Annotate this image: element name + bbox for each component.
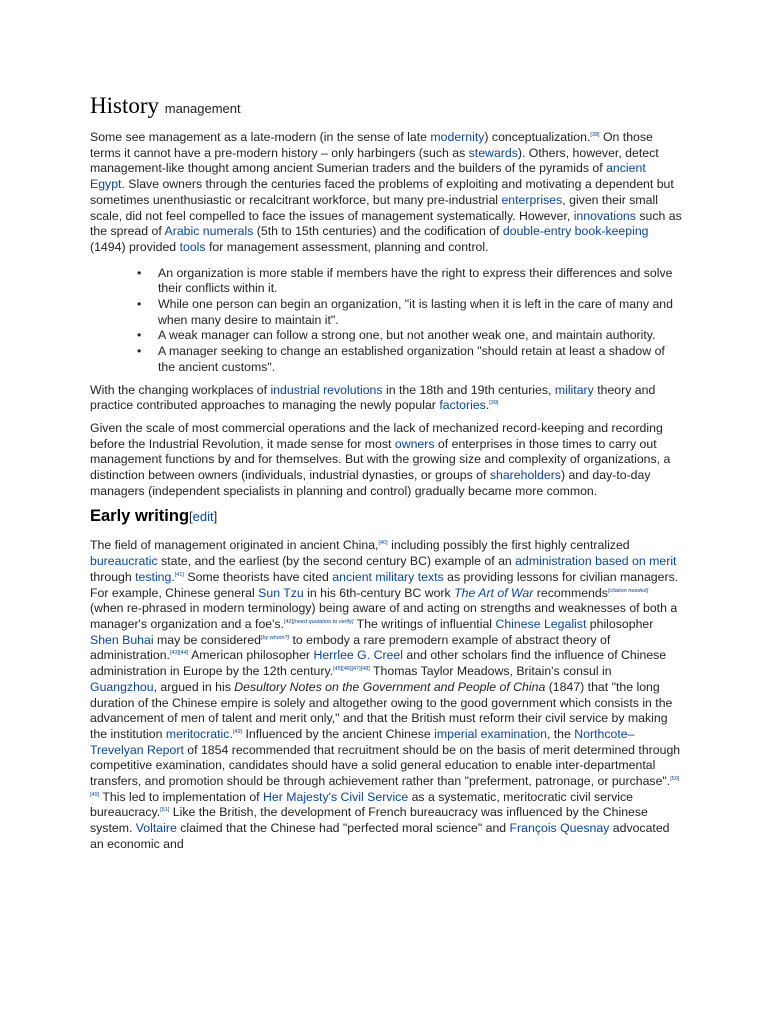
paragraph-owners: Given the scale of most commercial operations and the lack of mechanized record-keeping and recording before the Industrial Revolution, it made sense for most owners of enterprises in those times to carry out management functions by and for themselves. But with the growing size and complexity of organizations, a distinction between owners (individuals, industrial dynasties, or groups of shareholders) and day-to-day managers (independent specialists in planning and control) gradually became more common. [90, 420, 671, 498]
link-guangzhou[interactable]: Guangzhou [90, 679, 154, 694]
link-modernity[interactable]: modernity [430, 130, 485, 144]
paragraph-intro: Some see management as a late-modern (in the sense of late modernity) conceptualization.[38] On those terms it cannot have a pre-modern history – only harbingers (such as stewards). Others, however, detect management-like thought among ancient Sumerian traders and the builders of the pyramids of ancient Egypt. Slave owners through the centuries faced the problems of exploiting and motivating a dependent but sometimes unenthusiastic or recalcitrant workforce, but many pre-industrial enterprises, given their small scale, did not feel compelled to face the issues of management systematically. However, innovations such as the spread of Arabic numerals (5th to 15th centuries) and the codification of double-entry book-keeping (1494) provided tools for management assessment, planning and control. [90, 130, 682, 254]
citation-needed[interactable]: [need quotation to verify] [293, 618, 354, 625]
edit-section: [edit] [189, 509, 218, 525]
link-art-of-war[interactable]: The Art of War [454, 585, 534, 600]
link-bureaucratic[interactable]: bureaucratic [90, 554, 158, 569]
link-enterprises[interactable]: enterprises [501, 192, 563, 207]
citation[interactable]: [38] [590, 132, 600, 138]
link-ancient-egypt[interactable]: ancient Egypt [90, 161, 646, 192]
link-ancient-military-texts[interactable]: ancient military texts [332, 569, 444, 584]
link-industrial-revolutions[interactable]: industrial revolutions [270, 382, 383, 397]
link-sun-tzu[interactable]: Sun Tzu [258, 585, 304, 600]
link-arabic-numerals[interactable]: Arabic numerals [164, 224, 254, 239]
title-text: History [90, 93, 159, 118]
link-chinese-legalist[interactable]: Chinese Legalist [495, 616, 587, 631]
edit-link[interactable]: edit [192, 509, 214, 525]
link-tools[interactable]: tools [179, 239, 206, 254]
link-administration-merit[interactable]: administration based on merit [515, 554, 677, 569]
link-imperial-examination[interactable]: imperial examination [434, 726, 547, 741]
link-military[interactable]: military [554, 382, 594, 397]
principles-list [90, 266, 682, 376]
link-factories[interactable]: factories [439, 398, 486, 413]
link-shareholders[interactable]: shareholders [489, 468, 561, 483]
list-item: • A weak manager can follow a strong one, but not another weak one, and maintain authority. [158, 328, 682, 344]
link-voltaire[interactable]: Voltaire [135, 821, 177, 836]
title-subtitle: management [164, 101, 241, 116]
book-title: Desultory Notes on the Government and People of China [234, 679, 546, 694]
page-title [90, 92, 682, 123]
link-civil-service[interactable]: Her Majesty's Civil Service [263, 789, 409, 804]
citation-needed[interactable]: [citation needed] [607, 587, 649, 594]
citation[interactable]: [49] [232, 728, 243, 735]
citation[interactable]: [44] [179, 650, 189, 657]
citation[interactable]: [51] [160, 807, 170, 814]
list-item: • A manager seeking to change an established organization "should retain at least a shadow of the ancient customs". [158, 344, 682, 375]
citation[interactable]: [40] [378, 540, 388, 547]
link-innovations[interactable]: innovations [573, 208, 636, 223]
paragraph-industrial: With the changing workplaces of industrial revolutions in the 18th and 19th centuries, military theory and practice contributed approaches to managing the newly popular factories.[39] [90, 382, 656, 413]
link-northcote-trevelyan[interactable]: Northcote–Trevelyan Report [90, 726, 635, 757]
link-owners[interactable]: owners [394, 436, 435, 451]
section-title: Early writing [90, 507, 190, 526]
citation[interactable]: [45][46][47][48] [333, 666, 370, 673]
paragraph-early-writing: The field of management originated in ancient China,[40] including possibly the first highly centralized bureaucratic state, and the earliest (by the second century BC) example of an administration based on merit through testing.[41] Some theorists have cited ancient military texts as providing lessons for civilian managers. For example, Chinese general Sun Tzu in his 6th-century BC work The Art of War recommends[citation needed] (when re-phrased in modern terminology) being aware of and acting on strengths and weaknesses of both a manager's organization and a foe's.[42][need quotation to verify] The writings of influential Chinese Legalist philosopher Shen Buhai may be considered[by whom?] to embody a rare premodern example of abstract theory of administration.[43][44] American philosopher Herrlee G. Creel and other scholars find the influence of Chinese administration in Europe by the 12th century.[45][46][47][48] Thomas Taylor Meadows, Britain's consul in Guangzhou, argued in his Desultory Notes on the Government and People of China (1847) that "the long duration of the Chinese empire is solely and altogether owing to the good government which consists in the advancement of men of talent and merit only," and that the British must reform their civil service by making the institution meritocratic.[49] Influenced by the ancient Chinese imperial examination, the Northcote–Trevelyan Report of 1854 recommended that recruitment should be on the basis of merit determined through competitive examination, candidates should have a solid general education to enable inter-departmental transfers, and promotion should be through achievement rather than "preferment, patronage, or purchase".[50][49] This led to implementation of Her Majesty's Civil Service as a systematic, meritocratic civil service bureaucracy.[51] Like the British, the development of French bureaucracy was influenced by the Chinese system. Voltaire claimed that the Chinese had "perfected moral science" and François Quesnay advocated an economic and [90, 538, 681, 851]
link-testing[interactable]: testing [135, 569, 172, 584]
citation-needed[interactable]: [by whom?] [260, 634, 290, 641]
citation[interactable]: [39] [489, 400, 499, 407]
citation[interactable]: [42] [284, 618, 294, 625]
link-double-entry[interactable]: double-entry book-keeping [502, 224, 649, 239]
citation[interactable]: [43] [169, 650, 180, 657]
link-herrlee-creel[interactable]: Herrlee G. Creel [313, 648, 403, 663]
section-heading [90, 506, 682, 527]
list-item: • An organization is more stable if members have the right to express their differences and solve their conflicts within it. [158, 266, 682, 297]
citation[interactable]: [41] [174, 571, 184, 578]
link-stewards[interactable]: stewards [468, 145, 518, 160]
article-body [90, 92, 682, 860]
citation[interactable]: [50][49] [90, 776, 680, 798]
list-item: • While one person can begin an organization, "it is lasting when it is left in the care of many and when many desire to maintain it". [158, 297, 682, 328]
link-shen-buhai[interactable]: Shen Buhai [90, 632, 154, 647]
link-francois-quesnay[interactable]: François Quesnay [509, 821, 610, 836]
link-meritocratic[interactable]: meritocratic [165, 726, 230, 741]
